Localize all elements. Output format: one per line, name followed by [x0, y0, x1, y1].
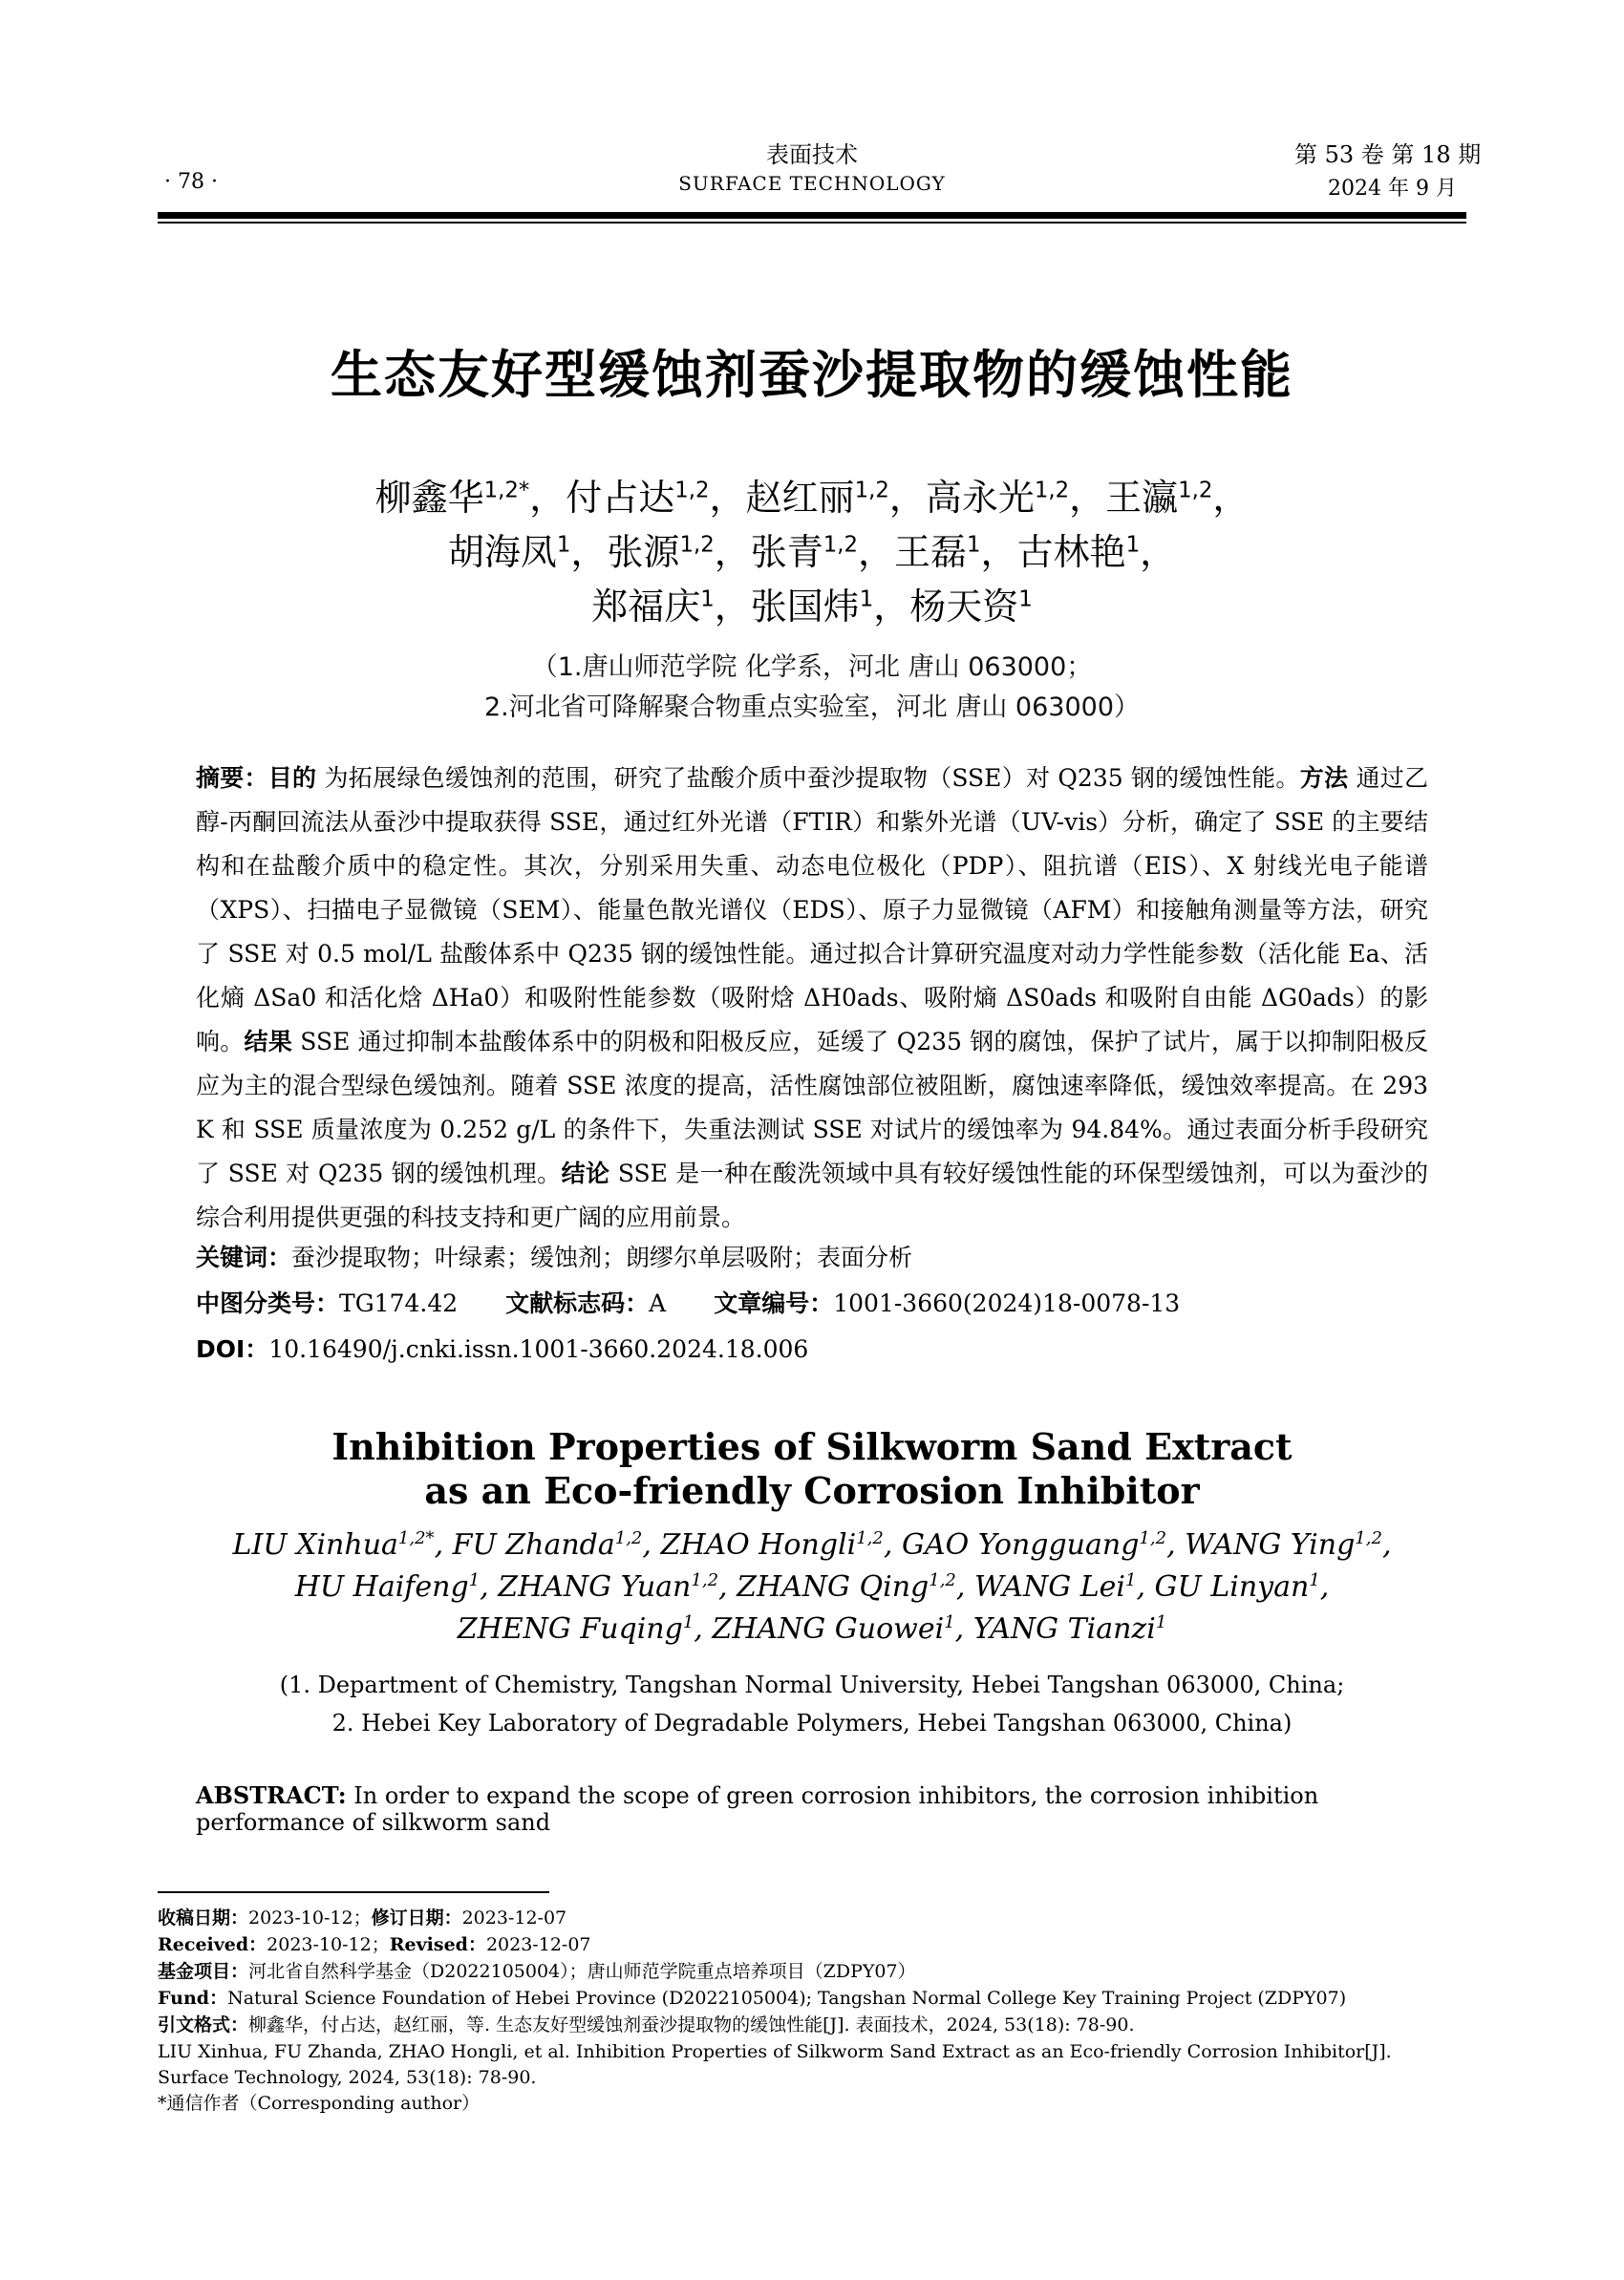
author-affiliation-marker: 1,2 [1355, 1528, 1382, 1548]
fund-text: 河北省自然科学基金（D2022105004）；唐山师范学院重点培养项目（ZDPY07） [248, 1961, 916, 1982]
doc-code-value: A [649, 1289, 667, 1317]
author-name: ZHANG Yuan [498, 1570, 692, 1604]
paper-title-en: as an Eco-friendly Corrosion Inhibitor [424, 1469, 1200, 1512]
received-label-en: Received： [158, 1934, 267, 1955]
volume-issue: 第 53 卷 第 18 期 [1294, 141, 1482, 168]
author-affiliation-marker: 1,2 [614, 1528, 643, 1548]
author-separator: ， [1140, 531, 1177, 573]
abstract-section-text: SSE 通过抑制本盐酸体系中的阴极和阳极反应，延缓了 Q235 钢的腐蚀，保护了试片，属于以抑制阳极反应为主的混合型绿色缓蚀剂。随着 SSE 浓度的提高，活性腐蚀部位被阻断，腐蚀速率降低，缓蚀效率提高。在 293 K 和 SSE 质量浓度为 0.252 g/L 的条件下，失重法测试 SSE 对试片的缓蚀率为 94.84%。通过表面分析手段研究了 SSE 对 Q235 钢的缓蚀机理。 [196, 1028, 1428, 1187]
author-separator: ， [529, 477, 566, 519]
author-name: 杨天资 [909, 586, 1019, 628]
affiliation-cn: 2.河北省可降解聚合物重点实验室，河北 唐山 063000） [484, 693, 1140, 722]
author-name: LIU Xinhua [232, 1528, 398, 1562]
abstract-label: 摘要： [196, 764, 268, 792]
author-separator: , [480, 1570, 499, 1604]
author-affiliation-marker: 1 [556, 532, 571, 558]
author-separator: , [954, 1612, 973, 1646]
authors-cn-line-3 [0, 577, 1624, 629]
abstract-section-text: 通过乙醇-丙酮回流法从蚕沙中提取获得 SSE，通过红外光谱（FTIR）和紫外光谱（UV-vis）分析，确定了 SSE 的主要结构和在盐酸介质中的稳定性。其次，分别采用失重、动态电位极化（PDP）、阻抗谱（EIS）、X 射线光电子能谱（XPS）、扫描电子显微镜（SEM）、能量色散光谱仪（EDS）、原子力显微镜（AFM）和接触角测量等方法，研究了 SSE 对 0.5 mol/L 盐酸体系中 Q235 钢的缓蚀性能。通过拟合计算研究温度对动力学性能参数（活化能 Ea、活化熵 ΔSa0 和活化焓 ΔHa0）和吸附性能参数（吸附焓 ΔH0ads、吸附熵 ΔS0ads 和吸附自由能 ΔG0ads）的影响。 [196, 764, 1428, 1055]
clc-value: TG174.42 [339, 1289, 459, 1317]
authors-en-line-1 [0, 1528, 1624, 1562]
footnote-rule [158, 1891, 549, 1893]
footnote-fund-en [158, 1986, 1466, 2012]
received-date: 2023-10-12； [248, 1907, 372, 1928]
author-affiliation-marker: 1 [682, 1612, 694, 1632]
author-name: ZHENG Fuqing [457, 1612, 683, 1646]
author-separator: ， [709, 477, 746, 519]
keywords-text: 蚕沙提取物；叶绿素；缓蚀剂；朗缪尔单层吸附；表面分析 [291, 1244, 913, 1271]
footnote-citation-en: LIU Xinhua, FU Zhanda, ZHAO Hongli, et al. Inhibition Properties of Silkworm Sand Extract as an Eco-friendly Corrosion Inhibitor[J]. Surface Technology, 2024, 53(18): 78-90. [158, 2041, 1392, 2088]
author-affiliation-marker: 1,2 [856, 1528, 884, 1548]
author-affiliation-marker: 1 [1155, 1612, 1167, 1632]
author-name: YANG Tianzi [972, 1612, 1156, 1646]
author-separator: , [718, 1570, 737, 1604]
author-affiliation-marker: 1,2 [854, 478, 889, 503]
abstract-cn [196, 756, 1428, 1240]
author-affiliation-marker: 1 [1125, 532, 1141, 558]
abstract-section-label: 结论 [561, 1160, 610, 1187]
author-separator: , [955, 1570, 974, 1604]
abstract-section-label: 结果 [244, 1028, 293, 1055]
author-separator: ， [980, 531, 1017, 573]
journal-name-cn: 表面技术 [766, 141, 858, 168]
author-separator: , [434, 1528, 453, 1562]
received-date-en: 2023-10-12； [267, 1934, 390, 1955]
author-name: ZHANG Qing [737, 1570, 930, 1604]
footnote-corresponding: *通信作者（Corresponding author） [158, 2093, 481, 2114]
author-separator: , [1166, 1528, 1186, 1562]
clc-label: 中图分类号： [196, 1289, 340, 1317]
author-separator: ， [858, 531, 895, 573]
footnote-received-en [158, 1932, 1466, 1958]
abstract-section-label: 目的 [267, 764, 317, 792]
author-separator: , [883, 1528, 902, 1562]
article-number-value: 1001-3660(2024)18-0078-13 [833, 1289, 1181, 1317]
header-rule-thin [158, 222, 1466, 224]
citation-label: 引文格式： [158, 2014, 249, 2035]
affiliation-en: (1. Department of Chemistry, Tangshan Normal University, Hebei Tangshan 063000, China; [279, 1672, 1345, 1698]
author-separator: , [1319, 1570, 1330, 1604]
author-name: 柳鑫华 [374, 477, 484, 519]
authors-en-line-2 [0, 1570, 1624, 1604]
paper-title-cn: 生态友好型缓蚀剂蚕沙提取物的缓蚀性能 [331, 345, 1293, 405]
author-separator: ， [1212, 477, 1250, 519]
author-name: HU Haifeng [294, 1570, 469, 1604]
author-affiliation-marker: 1,2 [674, 478, 710, 503]
author-name: 张源 [607, 531, 680, 573]
doc-code-label: 文献标志码： [505, 1289, 650, 1317]
footnote-fund-cn [158, 1959, 1466, 1985]
author-name: 胡海凤 [447, 531, 557, 573]
author-name: ZHAO Hongli [660, 1528, 857, 1562]
doi-line [196, 1331, 808, 1365]
author-name: 高永光 [925, 477, 1035, 519]
author-name: 赵红丽 [745, 477, 855, 519]
author-separator: , [642, 1528, 661, 1562]
footnote-received-cn [158, 1906, 1466, 1931]
abstract-en [196, 1781, 1428, 1836]
author-affiliation-marker: 1,2* [397, 1528, 435, 1548]
author-separator: , [694, 1612, 713, 1646]
fund-text-en: Natural Science Foundation of Hebei Province (D2022105004); Tangshan Normal College Key Training Project (ZDPY07) [227, 1988, 1347, 2009]
author-name: 王磊 [894, 531, 968, 573]
author-name: WANG Ying [1185, 1528, 1356, 1562]
author-separator: ， [714, 586, 751, 628]
fund-label-en: Fund： [158, 1988, 228, 2009]
author-name: 郑福庆 [591, 586, 701, 628]
author-separator: , [1136, 1570, 1155, 1604]
author-name: 付占达 [566, 477, 675, 519]
author-name: 张青 [750, 531, 823, 573]
author-affiliation-marker: 1 [1125, 1570, 1137, 1590]
doi-label: DOI： [196, 1335, 269, 1363]
author-affiliation-marker: 1 [1018, 586, 1033, 612]
authors-cn-line-1 [0, 468, 1624, 521]
author-name: GAO Yongguang [901, 1528, 1140, 1562]
author-affiliation-marker: 1,2 [691, 1570, 719, 1590]
author-name: 张国炜 [750, 586, 860, 628]
article-number-label: 文章编号： [714, 1289, 834, 1317]
abstract-en-text: In order to expand the scope of green corrosion inhibitors, the corrosion inhibition performance of silkworm sand [196, 1782, 1319, 1836]
author-affiliation-marker: 1 [859, 586, 874, 612]
author-separator: ， [888, 477, 926, 519]
affiliation-en: 2. Hebei Key Laboratory of Degradable Polymers, Hebei Tangshan 063000, China) [331, 1710, 1293, 1737]
author-name: WANG Lei [973, 1570, 1125, 1604]
author-affiliation-marker: 1,2* [483, 478, 530, 503]
author-affiliation-marker: 1,2 [929, 1570, 956, 1590]
abstract-en-label: ABSTRACT: [196, 1781, 347, 1809]
author-affiliation-marker: 1,2 [823, 532, 858, 558]
author-affiliation-marker: 1 [967, 532, 981, 558]
author-name: ZHANG Guowei [712, 1612, 945, 1646]
revised-label: 修订日期： [371, 1907, 462, 1928]
page-number: · 78 · [164, 170, 218, 194]
author-affiliation-marker: 1,2 [679, 532, 715, 558]
author-name: 王瀛 [1105, 477, 1179, 519]
keywords-label: 关键词： [196, 1244, 292, 1271]
abstract-section-label: 方法 [1299, 764, 1349, 792]
doi-link[interactable]: 10.16490/j.cnki.issn.1001-3660.2024.18.006 [268, 1335, 809, 1363]
author-separator: ， [570, 531, 608, 573]
revised-label-en: Revised： [389, 1934, 486, 1955]
author-affiliation-marker: 1 [468, 1570, 481, 1590]
revised-date: 2023-12-07 [461, 1907, 567, 1928]
author-separator: ， [714, 531, 751, 573]
keywords-cn [196, 1239, 912, 1273]
author-affiliation-marker: 1 [1309, 1570, 1320, 1590]
author-affiliation-marker: 1,2 [1139, 1528, 1167, 1548]
author-name: GU Linyan [1154, 1570, 1310, 1604]
author-separator: ， [873, 586, 910, 628]
author-affiliation-marker: 1,2 [1034, 478, 1070, 503]
author-name: FU Zhanda [452, 1528, 615, 1562]
footnote-citation-cn [158, 2013, 1466, 2038]
author-affiliation-marker: 1 [944, 1612, 955, 1632]
author-name: 古林艳 [1016, 531, 1126, 573]
header-rule-thick [158, 212, 1466, 219]
abstract-section-text: SSE 是一种在酸洗领域中具有较好缓蚀性能的环保型缓蚀剂，可以为蚕沙的综合利用提供更强的科技支持和更广阔的应用前景。 [196, 1160, 1428, 1231]
paper-title-en: Inhibition Properties of Silkworm Sand Extract [331, 1425, 1293, 1468]
affiliation-cn: （1.唐山师范学院 化学系，河北 唐山 063000； [531, 652, 1093, 682]
revised-date-en: 2023-12-07 [485, 1934, 591, 1955]
abstract-section-text: 为拓展绿色缓蚀剂的范围，研究了盐酸介质中蚕沙提取物（SSE）对 Q235 钢的缓蚀性能。 [316, 764, 1300, 792]
journal-name-en: SURFACE TECHNOLOGY [678, 172, 946, 195]
authors-en-line-3 [0, 1612, 1624, 1646]
author-separator: ， [1069, 477, 1106, 519]
issue-date: 2024 年 9 月 [1328, 177, 1457, 201]
citation-text: 柳鑫华，付占达，赵红丽，等. 生态友好型缓蚀剂蚕沙提取物的缓蚀性能[J]. 表面技术，2024, 53(18): 78-90. [248, 2014, 1135, 2035]
author-affiliation-marker: 1 [700, 586, 715, 612]
authors-cn-line-2 [0, 522, 1624, 575]
fund-label: 基金项目： [158, 1961, 249, 1982]
classification-line [196, 1285, 1180, 1319]
received-label: 收稿日期： [158, 1907, 249, 1928]
author-affiliation-marker: 1,2 [1178, 478, 1213, 503]
author-separator: , [1381, 1528, 1392, 1562]
